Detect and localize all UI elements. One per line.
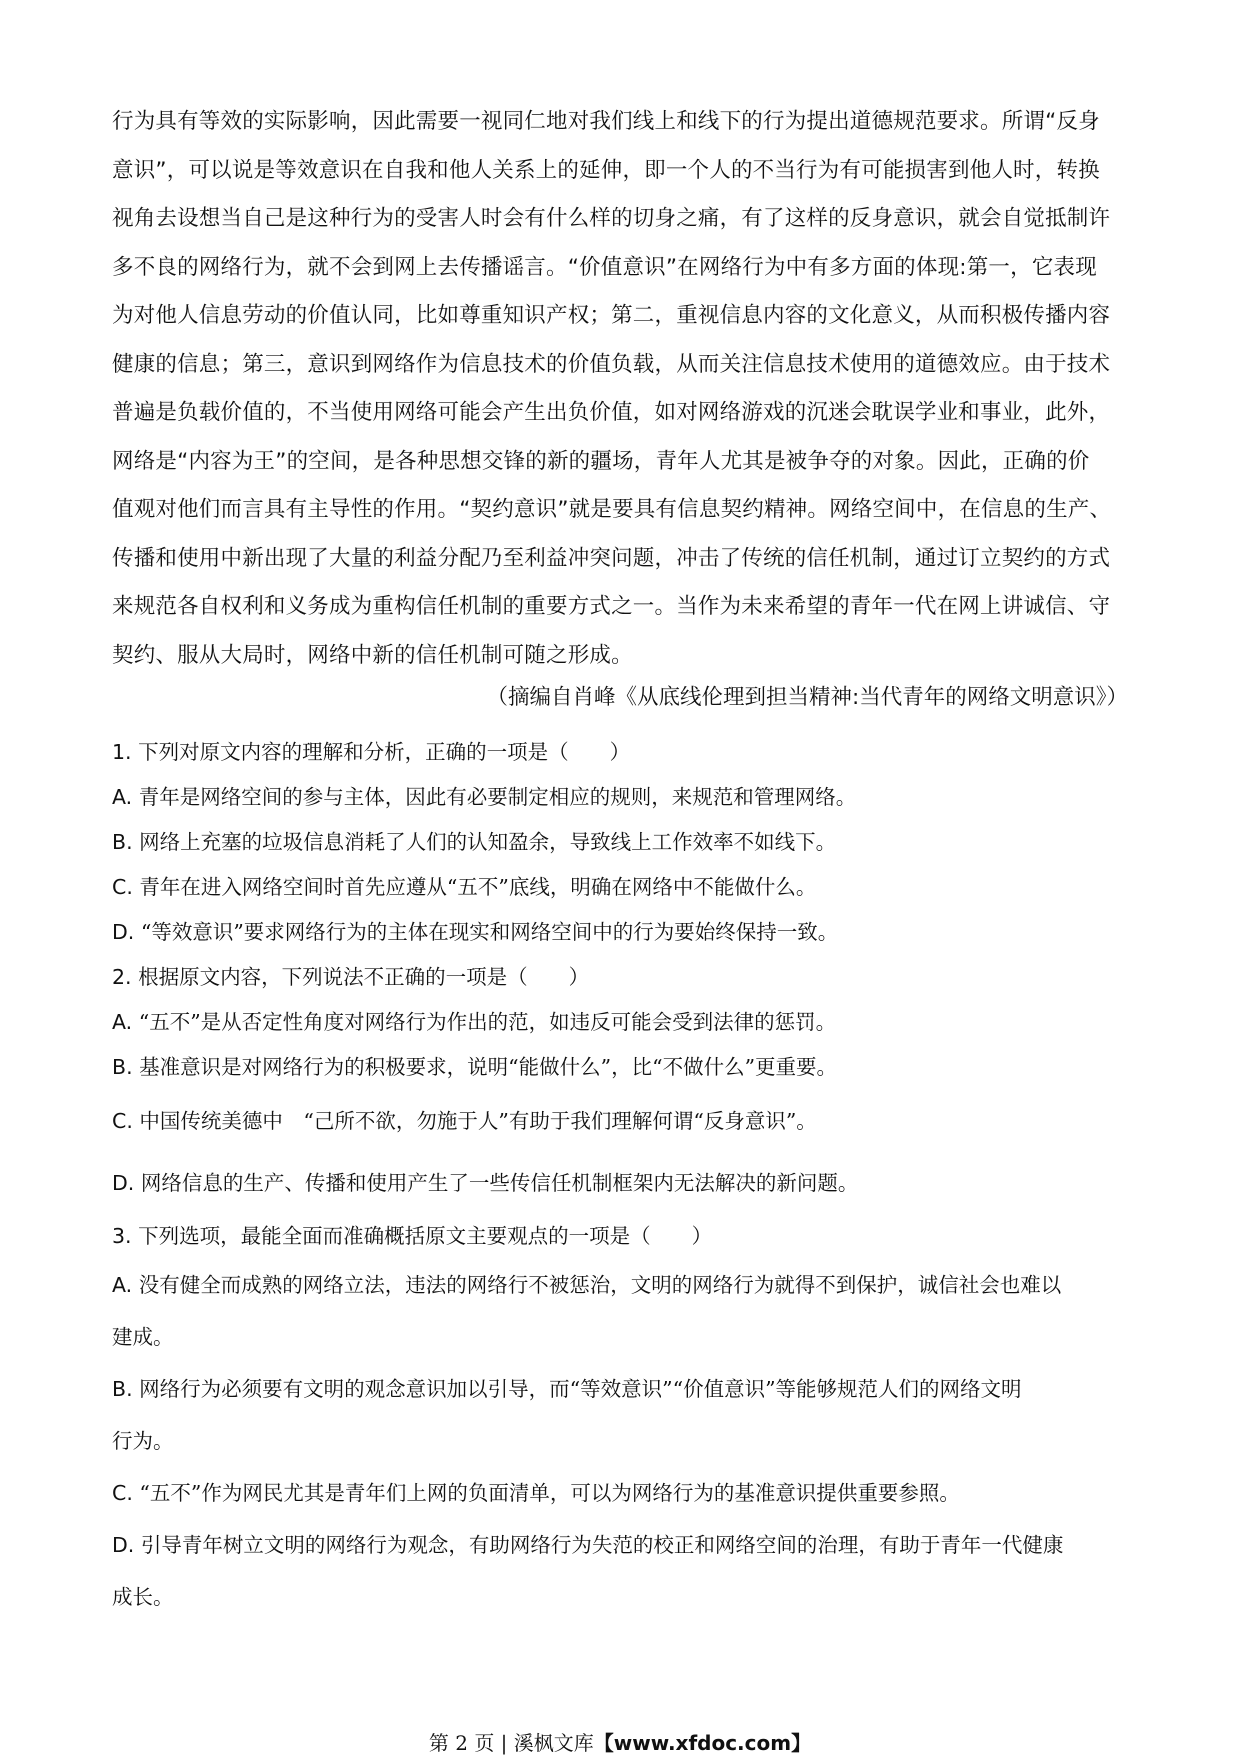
option-label: A. xyxy=(112,785,133,809)
question-list xyxy=(112,730,1132,1623)
option-label: D. xyxy=(112,1171,135,1195)
passage-source: （摘编自肖峰《从底线伦理到担当精神:当代青年的网络文明意识》） xyxy=(486,685,1128,710)
option-item xyxy=(112,1152,1132,1214)
question-number: 1. xyxy=(112,740,132,764)
option-label: A. xyxy=(112,1010,133,1034)
passage-line: 网络是“内容为王”的空间，是各种思想交锋的新的疆场，青年人尤其是被争夺的对象。因此，正确的价 xyxy=(112,448,1090,474)
option-label: B. xyxy=(112,830,133,854)
option-text: “等效意识”要求网络行为的主体在现实和网络空间中的行为要始终保持一致。 xyxy=(140,920,839,944)
passage-line: 来规范各自权利和义务成为重构信任机制的重要方式之一。当作为未来希望的青年一代在网上讲诚信、守 xyxy=(112,594,1111,619)
option-item xyxy=(112,1259,1132,1311)
option-item xyxy=(112,1519,1132,1571)
question-number: 3. xyxy=(112,1224,132,1248)
question-text: 下列选项，最能全面而准确概括原文主要观点的一项是（ ） xyxy=(138,1224,713,1248)
footer-url-link[interactable]: 【www.xfdoc.com】 xyxy=(593,1731,812,1755)
reading-passage xyxy=(112,98,1128,680)
passage-line: 传播和使用中新出现了大量的利益分配乃至利益冲突问题，冲击了传统的信任机制，通过订立契约的方式 xyxy=(112,545,1111,571)
option-label: B. xyxy=(112,1055,133,1079)
passage-line: 契约、服从大局时，网络中新的信任机制可随之形成。 xyxy=(112,642,633,668)
option-label: A. xyxy=(112,1273,133,1297)
option-label: C. xyxy=(112,1109,133,1133)
option-label: D. xyxy=(112,1533,135,1557)
option-text: 网络信息的生产、传播和使用产生了一些传信任机制框架内无法解决的新问题。 xyxy=(140,1171,859,1195)
option-label: B. xyxy=(112,1377,133,1401)
option-text: 青年是网络空间的参与主体，因此有必要制定相应的规则，来规范和管理网络。 xyxy=(138,785,857,809)
option-continuation: 行为。 xyxy=(112,1429,174,1453)
question-stem xyxy=(112,1214,1132,1259)
question-text: 下列对原文内容的理解和分析，正确的一项是（ ） xyxy=(138,740,631,764)
option-text: 中国传统美德中 “己所不欲，勿施于人”有助于我们理解何谓“反身意识”。 xyxy=(139,1109,817,1133)
option-item xyxy=(112,1467,1132,1519)
question-number: 2. xyxy=(112,965,132,989)
option-text: 基准意识是对网络行为的积极要求，说明“能做什么”，比“不做什么”更重要。 xyxy=(139,1055,838,1079)
passage-line: 普遍是负载价值的，不当使用网络可能会产生出负价值，如对网络游戏的沉迷会耽误学业和事业，此外， xyxy=(112,400,1111,425)
option-item xyxy=(112,1363,1132,1415)
passage-line: 视角去设想当自己是这种行为的受害人时会有什么样的切身之痛，有了这样的反身意识，就会自觉抵制许 xyxy=(112,206,1111,231)
option-continuation: 成长。 xyxy=(112,1585,174,1609)
option-item xyxy=(112,820,1132,865)
option-label: D. xyxy=(112,920,135,944)
passage-line: 值观对他们而言具有主导性的作用。“契约意识”就是要具有信息契约精神。网络空间中，在信息的生产、 xyxy=(112,497,1112,522)
question-stem xyxy=(112,955,1132,1000)
option-item xyxy=(112,1090,1132,1152)
passage-line: 多不良的网络行为，就不会到网上去传播谣言。“价值意识”在网络行为中有多方面的体现:第一，它表现 xyxy=(112,254,1097,280)
option-item xyxy=(112,775,1132,820)
option-item xyxy=(112,1000,1132,1045)
option-item xyxy=(112,865,1132,910)
option-text: 青年在进入网络空间时首先应遵从“五不”底线，明确在网络中不能做什么。 xyxy=(139,875,817,899)
question-text: 根据原文内容，下列说法不正确的一项是（ ） xyxy=(138,965,590,989)
option-text: “五不”是从否定性角度对网络行为作出的范，如违反可能会受到法律的惩罚。 xyxy=(138,1010,837,1034)
option-item xyxy=(112,910,1132,955)
page-footer xyxy=(0,1727,1240,1756)
option-continuation: 建成。 xyxy=(112,1325,174,1349)
option-label: C. xyxy=(112,1481,133,1505)
passage-line: 意识”，可以说是等效意识在自我和他人关系上的延伸，即一个人的不当行为有可能损害到他人时，转换 xyxy=(112,157,1100,183)
option-label: C. xyxy=(112,875,133,899)
option-item xyxy=(112,1045,1132,1090)
passage-line: 行为具有等效的实际影响，因此需要一视同仁地对我们线上和线下的行为提出道德规范要求。所谓“反身 xyxy=(112,109,1100,134)
option-text: 网络行为必须要有文明的观念意识加以引导，而“等效意识”“价值意识”等能够规范人们的网络文明 xyxy=(139,1377,1022,1401)
passage-line: 健康的信息；第三，意识到网络作为信息技术的价值负载，从而关注信息技术使用的道德效应。由于技术 xyxy=(112,351,1111,377)
passage-line: 为对他人信息劳动的价值认同，比如尊重知识产权；第二，重视信息内容的文化意义，从而积极传播内容 xyxy=(112,303,1111,328)
footer-page-text: 第 2 页 | 溪枫文库 xyxy=(428,1731,594,1755)
option-text: 引导青年树立文明的网络行为观念，有助网络行为失范的校正和网络空间的治理，有助于青年一代健康 xyxy=(140,1533,1064,1557)
option-text: 没有健全而成熟的网络立法，违法的网络行不被惩治，文明的网络行为就得不到保护，诚信社会也难以 xyxy=(138,1273,1062,1297)
question-stem xyxy=(112,730,1132,775)
option-text: “五不”作为网民尤其是青年们上网的负面清单，可以为网络行为的基准意识提供重要参照。 xyxy=(139,1481,960,1505)
option-text: 网络上充塞的垃圾信息消耗了人们的认知盈余，导致线上工作效率不如线下。 xyxy=(139,830,837,854)
